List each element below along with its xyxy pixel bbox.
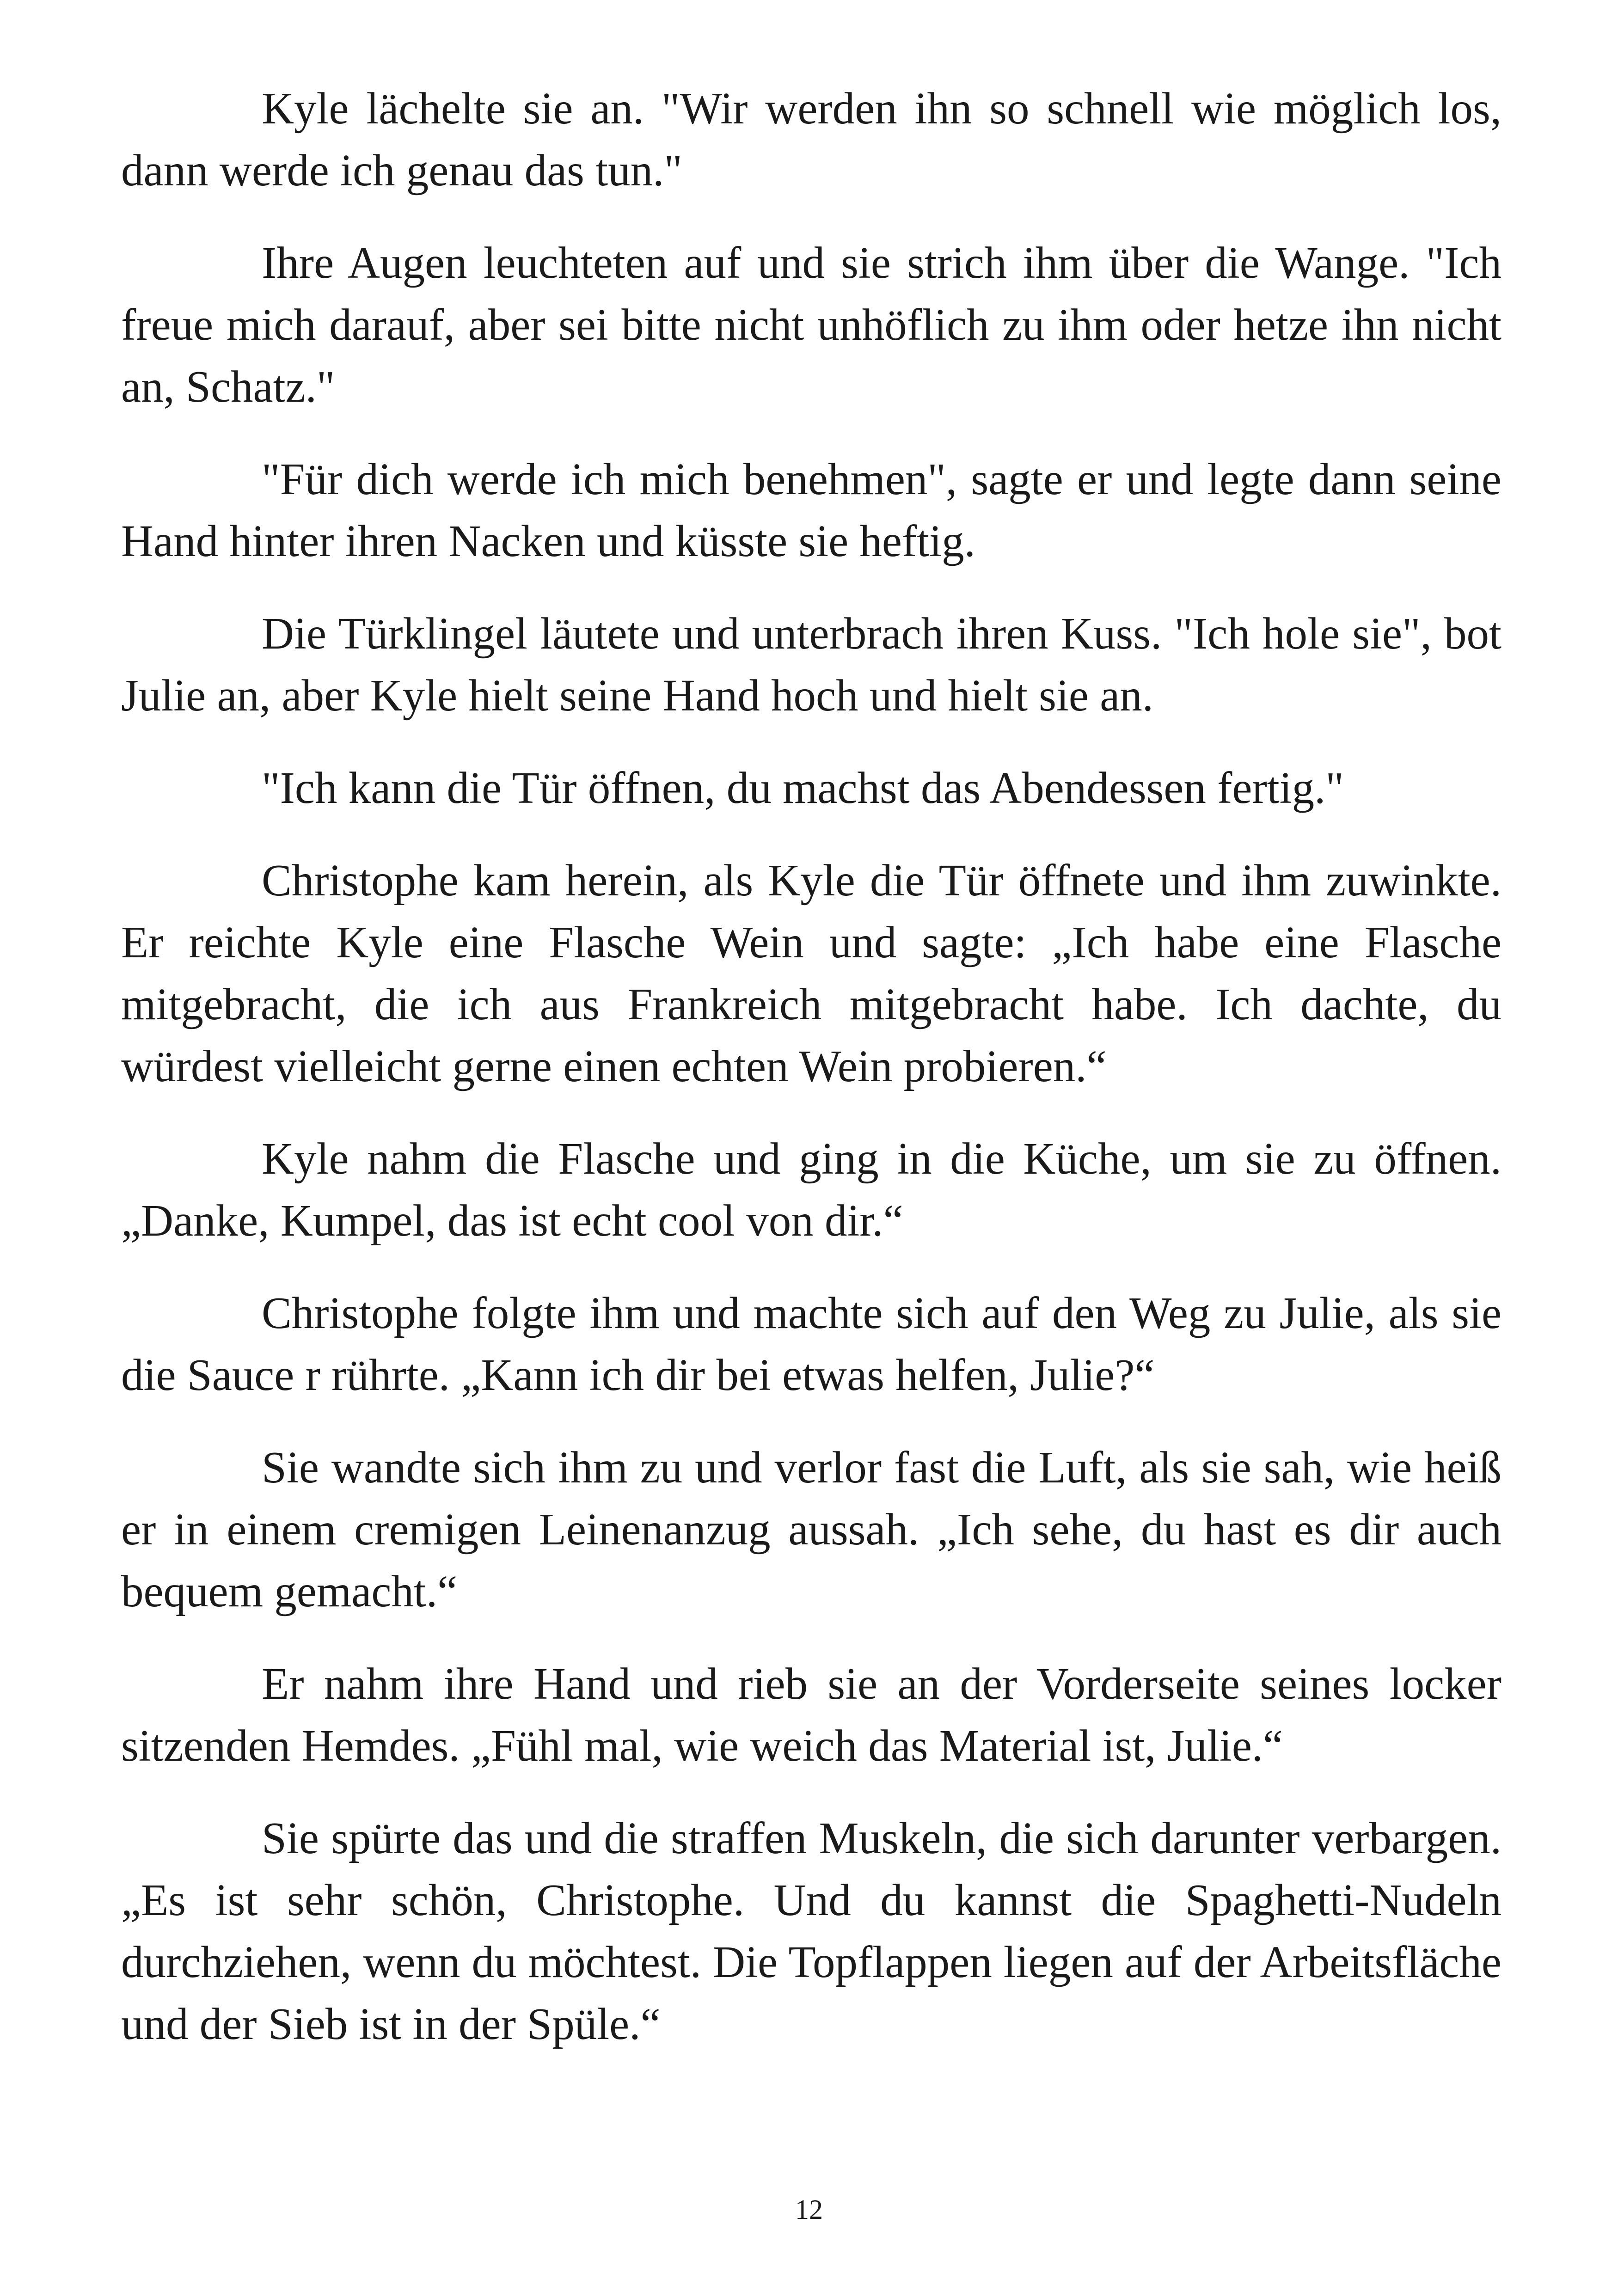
paragraph-7: Kyle nahm die Flasche und ging in die Küche, um sie zu öffnen. „Danke, Kumpel, das ist echt cool von dir.“ bbox=[121, 1134, 1502, 1245]
body-text bbox=[121, 78, 1502, 2086]
paragraph-11: Sie spürte das und die straffen Muskeln, die sich darunter verbargen. „Es ist sehr schön, Christophe. Und du kannst die Spaghetti-Nudeln durchziehen, wenn du möchtest. Die Topflappen liegen auf der Arbeitsfläche und der Sieb ist in der Spüle.“ bbox=[121, 1813, 1502, 2049]
paragraph-8: Christophe folgte ihm und machte sich auf den Weg zu Julie, als sie die Sauce r rührte. „Kann ich dir bei etwas helfen, Julie?“ bbox=[121, 1288, 1502, 1400]
paragraph-10: Er nahm ihre Hand und rieb sie an der Vorderseite seines locker sitzenden Hemdes. „Fühl mal, wie weich das Material ist, Julie.“ bbox=[121, 1659, 1502, 1770]
paragraph-6: Christophe kam herein, als Kyle die Tür öffnete und ihm zuwinkte. Er reichte Kyle eine Flasche Wein und sagte: „Ich habe eine Flasche mitgebracht, die ich aus Frankreich mitgebracht habe. Ich dachte, du würdest vielleicht gerne einen echten Wein probieren.“ bbox=[121, 856, 1502, 1091]
paragraph-9: Sie wandte sich ihm zu und verlor fast die Luft, als sie sah, wie heiß er in einem cremigen Leinenanzug aussah. „Ich sehe, du hast es dir auch bequem gemacht.“ bbox=[121, 1443, 1502, 1616]
paragraph-1: Kyle lächelte sie an. "Wir werden ihn so schnell wie möglich los, dann werde ich genau das tun." bbox=[121, 84, 1502, 195]
page-number: 12 bbox=[795, 2194, 823, 2225]
paragraph-3: "Für dich werde ich mich benehmen", sagte er und legte dann seine Hand hinter ihren Nacken und küsste sie heftig. bbox=[121, 454, 1502, 566]
paragraph-5: "Ich kann die Tür öffnen, du machst das Abendessen fertig." bbox=[262, 763, 1344, 813]
paragraph-2: Ihre Augen leuchteten auf und sie strich ihm über die Wange. "Ich freue mich darauf, aber sei bitte nicht unhöflich zu ihm oder hetze ihn nicht an, Schatz." bbox=[121, 238, 1502, 411]
paragraph-4: Die Türklingel läutete und unterbrach ihren Kuss. "Ich hole sie", bot Julie an, aber Kyle hielt seine Hand hoch und hielt sie an. bbox=[121, 609, 1502, 720]
